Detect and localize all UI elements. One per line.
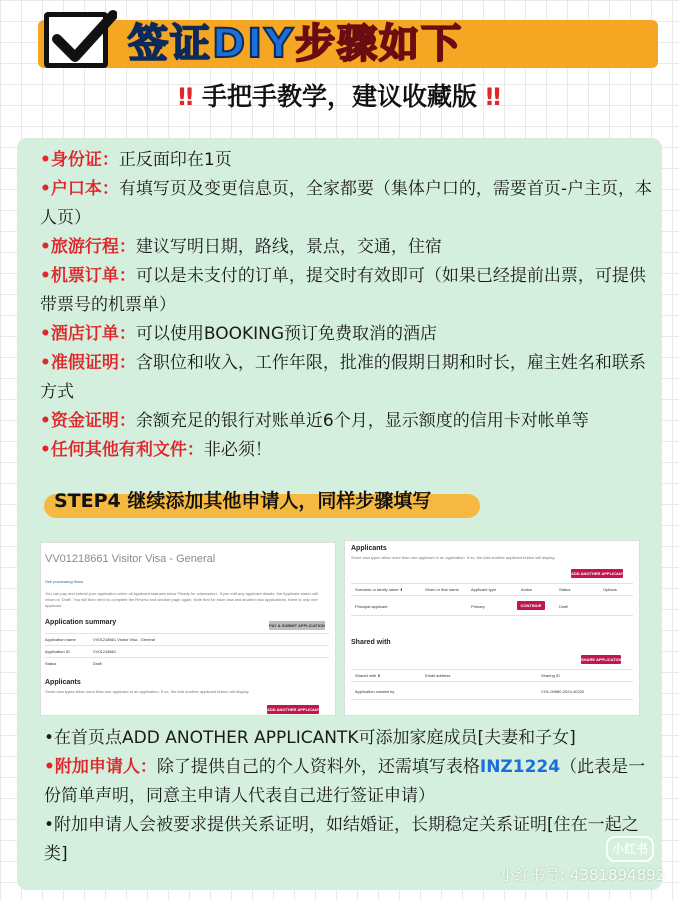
row-value: VV01218661 xyxy=(93,649,117,654)
item-label: 准假证明： xyxy=(50,353,136,373)
note-text: 在首页点ADD ANOTHER APPLICANTK可添加家庭成员[夫妻和子女] xyxy=(54,728,576,748)
applicants-note: Some visa types allow more than one applicant in an application. If so, the Add another applicant button will display. xyxy=(45,689,250,694)
bullet: • xyxy=(40,179,51,199)
xiaohongshu-logo: 小红书 xyxy=(606,836,654,862)
list-item xyxy=(44,724,656,753)
applicants-note: Some visa types allow more than one applicant in an application. If so, the Add another applicant button will display. xyxy=(351,555,556,560)
shared-with-heading: Shared with xyxy=(351,639,391,646)
bullet: • xyxy=(40,440,51,460)
item-text: 有填写页及变更信息页，全家都要（集体户口的，需要首页-户主页，本人页） xyxy=(40,179,653,228)
share-application-button[interactable]: SHARE APPLICATION xyxy=(581,657,623,662)
double-exclamation-icon: ‼ xyxy=(485,83,501,111)
column-header[interactable]: Shared with ⬇ xyxy=(355,673,381,678)
title-part-diy: 签证DIY xyxy=(128,21,296,67)
item-label: 机票订单： xyxy=(50,266,136,286)
applicant-name: Principal applicant xyxy=(355,604,388,609)
application-screenshot-left xyxy=(40,542,336,716)
bullet: • xyxy=(40,237,51,257)
note-text: 附加申请人会被要求提供关系证明，如结婚证，长期稳定关系证明[住在一起之类] xyxy=(44,815,639,864)
checkmark-icon xyxy=(44,12,108,68)
applicants-heading: Applicants xyxy=(351,545,387,552)
column-header: Applicant type xyxy=(471,587,497,592)
divider xyxy=(351,681,633,682)
form-code: INZ1224 xyxy=(479,757,561,777)
column-header: Given or first name xyxy=(425,587,459,592)
item-label: 身份证： xyxy=(50,150,119,170)
bullet: • xyxy=(40,150,51,170)
divider xyxy=(351,669,633,670)
column-header: Action xyxy=(521,587,533,592)
add-another-applicant-button[interactable]: ADD ANOTHER APPLICANT xyxy=(571,571,625,576)
subtitle xyxy=(0,80,679,114)
bullet: • xyxy=(40,411,51,431)
divider xyxy=(45,657,329,658)
item-text: 建议写明日期，路线，景点，交通，住宿 xyxy=(135,237,442,257)
item-text: 可以是未支付的订单，提交时有效即可（如果已经提前出票，可提供带票号的机票单） xyxy=(40,266,646,315)
row-label: Application ID xyxy=(45,649,70,654)
step4-title: STEP4 继续添加其他申请人，同样步骤填写 xyxy=(54,490,432,512)
list-item xyxy=(44,753,656,811)
list-item xyxy=(40,320,660,349)
column-header[interactable]: Surname or family name ⬇ xyxy=(355,587,404,592)
intro-text: You can pay and submit your application when all Applicant statuses show 'Ready for submission'. If you edit any applicant details, the Applicant status will return to 'Draft'. You will then need to complete the Review and declare page again. Note that for each visa and student visa applications, there is only one applicant. xyxy=(45,591,318,608)
list-item xyxy=(40,349,660,407)
divider xyxy=(351,595,633,596)
processing-times-link[interactable]: See processing times xyxy=(45,579,84,584)
item-text: 含职位和收入，工作年限，批准的假期日期和时长，雇主姓名和联系方式 xyxy=(40,353,646,402)
item-text: 余额充足的银行对账单近6个月，显示额度的信用卡对帐单等 xyxy=(135,411,589,431)
divider xyxy=(45,645,329,646)
item-label: 户口本： xyxy=(50,179,119,199)
bullet: • xyxy=(44,728,55,748)
item-label: 任何其他有利文件： xyxy=(50,440,204,460)
applicants-heading: Applicants xyxy=(45,679,81,686)
list-item xyxy=(40,436,660,465)
list-item xyxy=(40,262,660,320)
bullet: • xyxy=(40,324,51,344)
list-item xyxy=(40,407,660,436)
watermark-text: 小红书号: 4381894892 xyxy=(500,866,666,884)
subtitle-text: 手把手教学，建议收藏版 xyxy=(201,82,477,111)
list-item xyxy=(40,233,660,262)
note-text: 除了提供自己的个人资料外，还需填写表格 xyxy=(156,757,480,777)
row-label: Application name xyxy=(45,637,76,642)
bullet: • xyxy=(40,266,51,286)
list-item xyxy=(40,175,660,233)
page-title xyxy=(128,19,463,69)
divider xyxy=(45,633,329,634)
bullet: • xyxy=(40,353,51,373)
continue-button[interactable]: CONTINUE xyxy=(517,601,545,610)
divider xyxy=(351,615,633,616)
bullet: • xyxy=(44,815,55,835)
document-list xyxy=(40,146,660,465)
list-item xyxy=(40,146,660,175)
sharing-id: CH1-09680-2024-40220 xyxy=(541,689,585,694)
summary-heading: Application summary xyxy=(45,619,117,626)
application-title: VV01218661 Visitor Visa - General xyxy=(45,553,216,565)
column-header: Options xyxy=(603,587,617,592)
item-label: 旅游行程： xyxy=(50,237,136,257)
item-text: 可以使用BOOKING预订免费取消的酒店 xyxy=(135,324,438,344)
applicant-status: Draft xyxy=(559,604,568,609)
row-value: Draft xyxy=(93,661,102,666)
note-label: 附加申请人： xyxy=(54,757,157,777)
item-text: 正反面印在1页 xyxy=(118,150,232,170)
column-header: Status xyxy=(559,587,571,592)
list-item xyxy=(44,811,656,869)
pay-submit-button[interactable]: PAY & SUBMIT APPLICATION xyxy=(269,623,325,628)
column-header: Sharing ID xyxy=(541,673,560,678)
shared-by: Application created by xyxy=(355,689,395,694)
divider xyxy=(351,699,633,700)
double-exclamation-icon: ‼ xyxy=(178,83,194,111)
title-part-steps: 步骤如下 xyxy=(295,21,464,67)
add-another-applicant-button[interactable]: ADD ANOTHER APPLICANT xyxy=(267,707,321,712)
bullet: • xyxy=(44,757,55,777)
row-value: VV01218661 Visitor Visa - General xyxy=(93,637,155,642)
divider xyxy=(351,583,633,584)
row-label: Status xyxy=(45,661,57,666)
note-text: （此表是一份简单声明，同意主申请人代表自己进行签证申请） xyxy=(44,757,646,806)
item-label: 酒店订单： xyxy=(50,324,136,344)
bottom-notes xyxy=(44,724,656,869)
applicant-type: Primary xyxy=(471,604,485,609)
application-screenshot-right xyxy=(344,540,640,716)
item-text: 非必须！ xyxy=(203,440,272,460)
item-label: 资金证明： xyxy=(50,411,136,431)
column-header: Email address xyxy=(425,673,451,678)
